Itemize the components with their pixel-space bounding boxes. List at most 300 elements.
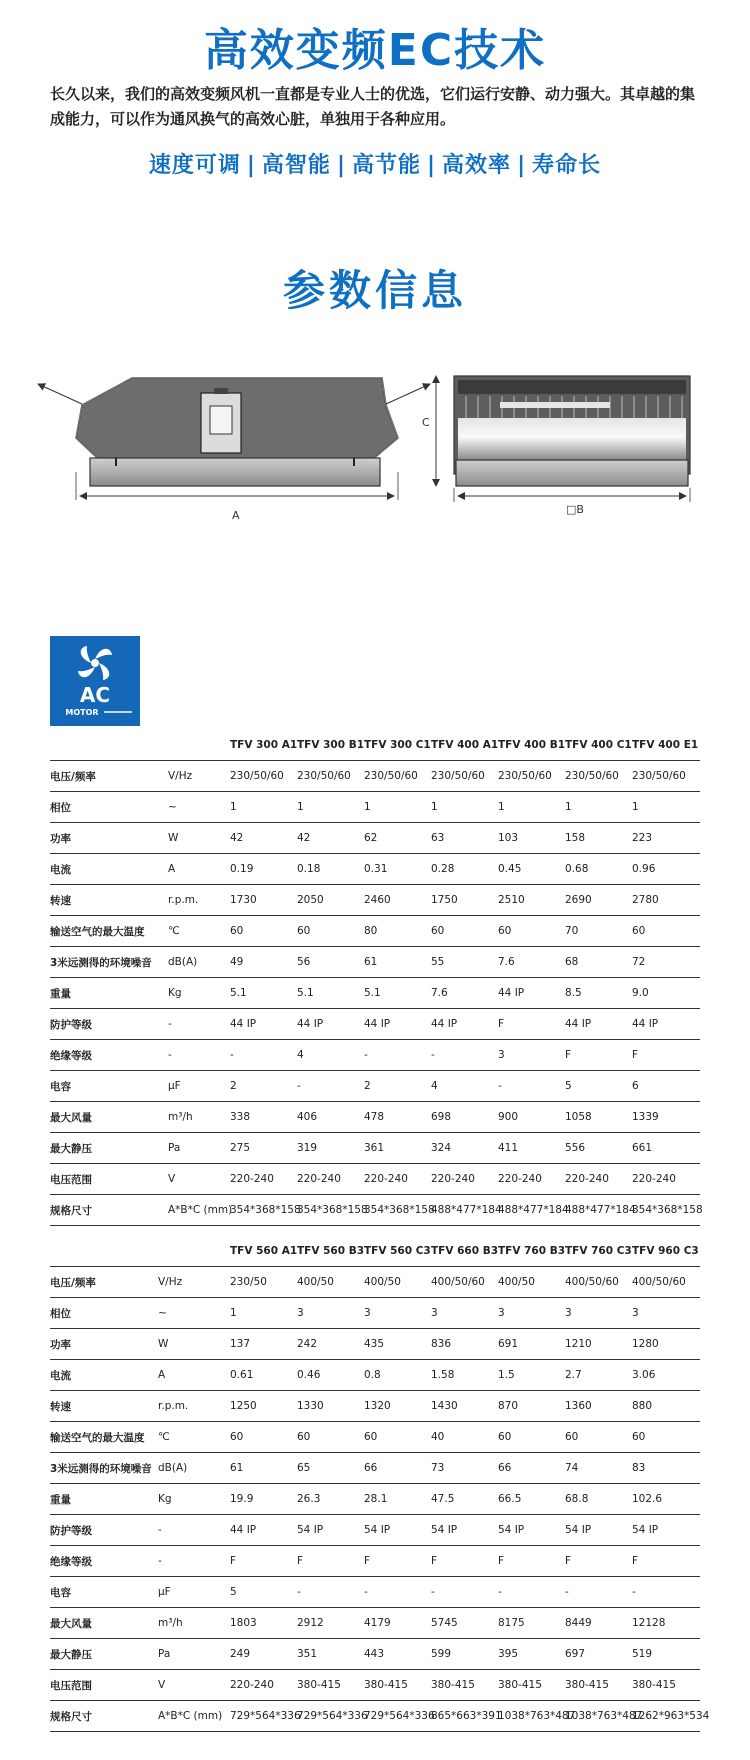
- value-cell: 66: [498, 1453, 565, 1484]
- param-name-cell: 3米远测得的环境噪音: [50, 947, 168, 978]
- value-cell: 411: [498, 1133, 565, 1164]
- table-row: [50, 761, 700, 792]
- value-cell: 5.1: [297, 978, 364, 1009]
- value-cell: 242: [297, 1329, 364, 1360]
- table-row: [50, 1608, 700, 1639]
- value-cell: F: [364, 1546, 431, 1577]
- value-cell: 60: [632, 916, 700, 947]
- param-name-cell: 功率: [50, 1329, 158, 1360]
- spec-table-2: [50, 1236, 710, 1732]
- param-name-cell: 转速: [50, 885, 168, 916]
- value-cell: 400/50: [297, 1267, 364, 1298]
- table-row: [50, 1453, 700, 1484]
- value-cell: 230/50/60: [565, 761, 632, 792]
- value-cell: 220-240: [565, 1164, 632, 1195]
- value-cell: 44 IP: [565, 1009, 632, 1040]
- unit-cell: W: [168, 823, 230, 854]
- value-cell: 900: [498, 1102, 565, 1133]
- value-cell: 2780: [632, 885, 700, 916]
- value-cell: 488*477*184: [565, 1195, 632, 1226]
- value-cell: 1: [364, 792, 431, 823]
- value-cell: 3: [498, 1298, 565, 1329]
- value-cell: 55: [431, 947, 498, 978]
- table-row: [50, 1422, 700, 1453]
- value-cell: 275: [230, 1133, 297, 1164]
- value-cell: 380-415: [498, 1670, 565, 1701]
- value-cell: 4: [431, 1071, 498, 1102]
- value-cell: 5: [565, 1071, 632, 1102]
- value-cell: 230/50/60: [498, 761, 565, 792]
- table-row: [50, 1546, 700, 1577]
- value-cell: 60: [498, 1422, 565, 1453]
- value-cell: 74: [565, 1453, 632, 1484]
- value-cell: 60: [297, 1422, 364, 1453]
- table-row: [50, 1102, 700, 1133]
- product-diagrams: [30, 376, 720, 546]
- value-cell: 865*663*391: [431, 1701, 498, 1732]
- value-cell: 102.6: [632, 1484, 700, 1515]
- model-column-header: TFV 400 B1: [498, 739, 565, 751]
- value-cell: 1210: [565, 1329, 632, 1360]
- value-cell: 2050: [297, 885, 364, 916]
- value-cell: F: [632, 1040, 700, 1071]
- value-cell: 1250: [230, 1391, 297, 1422]
- param-name-cell: 规格尺寸: [50, 1701, 158, 1732]
- value-cell: 5.1: [230, 978, 297, 1009]
- table-row: [50, 1329, 700, 1360]
- front-view-drawing: [436, 376, 690, 502]
- value-cell: 0.28: [431, 854, 498, 885]
- model-column-header: TFV 400 C1: [565, 739, 632, 751]
- table-row: [50, 1639, 700, 1670]
- value-cell: 729*564*336: [297, 1701, 364, 1732]
- value-cell: 1430: [431, 1391, 498, 1422]
- table-row: [50, 1484, 700, 1515]
- value-cell: 3: [297, 1298, 364, 1329]
- value-cell: 230/50/60: [364, 761, 431, 792]
- model-column-header: TFV 760 C3: [565, 1245, 632, 1257]
- value-cell: 42: [297, 823, 364, 854]
- value-cell: -: [498, 1071, 565, 1102]
- value-cell: 44 IP: [297, 1009, 364, 1040]
- value-cell: 400/50: [364, 1267, 431, 1298]
- value-cell: 1330: [297, 1391, 364, 1422]
- value-cell: 54 IP: [632, 1515, 700, 1546]
- value-cell: 68: [565, 947, 632, 978]
- value-cell: 1: [230, 1298, 297, 1329]
- table-row: [50, 1009, 700, 1040]
- value-cell: 2460: [364, 885, 431, 916]
- value-cell: 870: [498, 1391, 565, 1422]
- value-cell: 324: [431, 1133, 498, 1164]
- value-cell: 354*368*158: [297, 1195, 364, 1226]
- value-cell: 0.45: [498, 854, 565, 885]
- value-cell: 1: [498, 792, 565, 823]
- model-column-header: TFV 400 A1: [431, 739, 499, 751]
- table-header-row: [50, 730, 700, 761]
- value-cell: 54 IP: [297, 1515, 364, 1546]
- value-cell: 836: [431, 1329, 498, 1360]
- value-cell: 1.5: [498, 1360, 565, 1391]
- unit-cell: -: [168, 1009, 230, 1040]
- value-cell: 0.19: [230, 854, 297, 885]
- param-name-cell: 重量: [50, 978, 168, 1009]
- value-cell: 65: [297, 1453, 364, 1484]
- value-cell: 40: [431, 1422, 498, 1453]
- unit-cell: ℃: [158, 1422, 230, 1453]
- unit-cell: μF: [168, 1071, 230, 1102]
- intro-paragraph: 长久以来，我们的高效变频风机一直都是专业人士的优选，它们运行安静、动力强大。其卓越的集成能力，可以作为通风换气的高效心脏，单独用于各种应用。: [50, 85, 696, 128]
- value-cell: 380-415: [565, 1670, 632, 1701]
- unit-cell: Pa: [168, 1133, 230, 1164]
- param-name-cell: 相位: [50, 1298, 158, 1329]
- dimension-label-a: A: [232, 509, 240, 522]
- value-cell: 338: [230, 1102, 297, 1133]
- value-cell: 0.8: [364, 1360, 431, 1391]
- value-cell: -: [297, 1577, 364, 1608]
- value-cell: 0.61: [230, 1360, 297, 1391]
- model-column-header: TFV 960 C3: [632, 1245, 699, 1257]
- table-row: [50, 1195, 700, 1226]
- value-cell: 54 IP: [431, 1515, 498, 1546]
- unit-cell: m³/h: [168, 1102, 230, 1133]
- value-cell: 1038*763*487: [498, 1701, 565, 1732]
- feature-item: 高节能: [351, 153, 421, 178]
- value-cell: 1320: [364, 1391, 431, 1422]
- value-cell: 103: [498, 823, 565, 854]
- unit-cell: dB(A): [158, 1453, 230, 1484]
- value-cell: 1: [297, 792, 364, 823]
- value-cell: 7.6: [431, 978, 498, 1009]
- value-cell: 443: [364, 1639, 431, 1670]
- value-cell: 1750: [431, 885, 498, 916]
- value-cell: 1058: [565, 1102, 632, 1133]
- value-cell: 60: [230, 1422, 297, 1453]
- feature-separator: |: [246, 153, 256, 178]
- unit-cell: A*B*C (mm): [168, 1195, 230, 1226]
- value-cell: 435: [364, 1329, 431, 1360]
- value-cell: -: [364, 1040, 431, 1071]
- value-cell: 395: [498, 1639, 565, 1670]
- table-row: [50, 1071, 700, 1102]
- value-cell: -: [364, 1577, 431, 1608]
- value-cell: 44 IP: [498, 978, 565, 1009]
- value-cell: 66.5: [498, 1484, 565, 1515]
- value-cell: 1: [431, 792, 498, 823]
- value-cell: 8175: [498, 1608, 565, 1639]
- value-cell: 3: [431, 1298, 498, 1329]
- table-row: [50, 1164, 700, 1195]
- value-cell: 361: [364, 1133, 431, 1164]
- value-cell: 230/50/60: [632, 761, 700, 792]
- value-cell: 60: [431, 916, 498, 947]
- value-cell: 68.8: [565, 1484, 632, 1515]
- value-cell: 60: [230, 916, 297, 947]
- param-name-cell: 规格尺寸: [50, 1195, 168, 1226]
- value-cell: 49: [230, 947, 297, 978]
- model-column-header: TFV 300 B1: [297, 739, 364, 751]
- value-cell: 0.31: [364, 854, 431, 885]
- table-row: [50, 1267, 700, 1298]
- param-name-cell: 最大静压: [50, 1639, 158, 1670]
- feature-item: 寿命长: [532, 153, 602, 178]
- table-row: [50, 916, 700, 947]
- value-cell: F: [431, 1546, 498, 1577]
- value-cell: 1.58: [431, 1360, 498, 1391]
- value-cell: 2912: [297, 1608, 364, 1639]
- value-cell: 380-415: [431, 1670, 498, 1701]
- value-cell: F: [498, 1009, 565, 1040]
- value-cell: 42: [230, 823, 297, 854]
- value-cell: 488*477*184: [498, 1195, 565, 1226]
- value-cell: 220-240: [632, 1164, 700, 1195]
- value-cell: -: [297, 1071, 364, 1102]
- param-name-cell: 电容: [50, 1071, 168, 1102]
- value-cell: 63: [431, 823, 498, 854]
- model-column-header: TFV 560 C3: [364, 1245, 431, 1257]
- value-cell: 60: [632, 1422, 700, 1453]
- model-column-header: TFV 760 B3: [498, 1245, 565, 1257]
- table-row: [50, 1360, 700, 1391]
- value-cell: 599: [431, 1639, 498, 1670]
- value-cell: 44 IP: [230, 1009, 297, 1040]
- value-cell: -: [565, 1577, 632, 1608]
- value-cell: -: [431, 1577, 498, 1608]
- model-column-header: TFV 300 A1: [230, 739, 298, 751]
- value-cell: 2690: [565, 885, 632, 916]
- value-cell: 478: [364, 1102, 431, 1133]
- param-section-title: 参数信息: [282, 266, 467, 315]
- model-column-header: TFV 560 B3: [297, 1245, 364, 1257]
- value-cell: 44 IP: [364, 1009, 431, 1040]
- table-header-blank: [50, 730, 168, 761]
- value-cell: 488*477*184: [431, 1195, 498, 1226]
- value-cell: F: [297, 1546, 364, 1577]
- value-cell: 406: [297, 1102, 364, 1133]
- value-cell: 137: [230, 1329, 297, 1360]
- logo-text-ac: AC: [79, 683, 111, 707]
- value-cell: 60: [565, 1422, 632, 1453]
- unit-cell: μF: [158, 1577, 230, 1608]
- value-cell: 249: [230, 1639, 297, 1670]
- value-cell: F: [230, 1546, 297, 1577]
- param-name-cell: 最大风量: [50, 1608, 158, 1639]
- unit-cell: A: [168, 854, 230, 885]
- main-title: 高效变频EC技术: [203, 25, 547, 76]
- unit-cell: V/Hz: [158, 1267, 230, 1298]
- value-cell: 220-240: [431, 1164, 498, 1195]
- value-cell: 44 IP: [431, 1009, 498, 1040]
- value-cell: 7.6: [498, 947, 565, 978]
- value-cell: 230/50/60: [431, 761, 498, 792]
- value-cell: -: [632, 1577, 700, 1608]
- value-cell: 1262*963*534: [632, 1701, 700, 1732]
- value-cell: 1280: [632, 1329, 700, 1360]
- feature-item: 速度可调: [148, 153, 241, 178]
- value-cell: 880: [632, 1391, 700, 1422]
- value-cell: 3: [632, 1298, 700, 1329]
- unit-cell: ℃: [168, 916, 230, 947]
- value-cell: 61: [364, 947, 431, 978]
- feature-list: [0, 148, 750, 179]
- value-cell: 47.5: [431, 1484, 498, 1515]
- param-name-cell: 相位: [50, 792, 168, 823]
- value-cell: 4: [297, 1040, 364, 1071]
- param-name-cell: 电压范围: [50, 1164, 168, 1195]
- value-cell: 220-240: [297, 1164, 364, 1195]
- value-cell: 3: [498, 1040, 565, 1071]
- param-name-cell: 功率: [50, 823, 168, 854]
- unit-cell: dB(A): [168, 947, 230, 978]
- value-cell: 2: [230, 1071, 297, 1102]
- value-cell: -: [431, 1040, 498, 1071]
- value-cell: 54 IP: [565, 1515, 632, 1546]
- value-cell: 319: [297, 1133, 364, 1164]
- table-row: [50, 854, 700, 885]
- feature-separator: |: [336, 153, 346, 178]
- value-cell: 2.7: [565, 1360, 632, 1391]
- table-row: [50, 978, 700, 1009]
- model-column-header: TFV 660 B3: [431, 1245, 498, 1257]
- param-name-cell: 电流: [50, 1360, 158, 1391]
- table-row: [50, 1701, 700, 1732]
- model-column-header: TFV 560 A1: [230, 1245, 298, 1257]
- value-cell: 729*564*336: [364, 1701, 431, 1732]
- table-row: [50, 1040, 700, 1071]
- value-cell: 61: [230, 1453, 297, 1484]
- value-cell: 66: [364, 1453, 431, 1484]
- value-cell: 220-240: [230, 1670, 297, 1701]
- value-cell: 400/50/60: [565, 1267, 632, 1298]
- table-header-blank: [158, 1236, 230, 1267]
- param-name-cell: 输送空气的最大温度: [50, 1422, 158, 1453]
- param-name-cell: 输送空气的最大温度: [50, 916, 168, 947]
- value-cell: 56: [297, 947, 364, 978]
- feature-item: 高效率: [442, 153, 512, 178]
- table-header-blank: [168, 730, 230, 761]
- value-cell: 0.96: [632, 854, 700, 885]
- unit-cell: -: [158, 1546, 230, 1577]
- value-cell: 1803: [230, 1608, 297, 1639]
- value-cell: 223: [632, 823, 700, 854]
- value-cell: 230/50/60: [297, 761, 364, 792]
- value-cell: F: [565, 1040, 632, 1071]
- table-header-row: [50, 1236, 700, 1267]
- value-cell: 354*368*158: [632, 1195, 700, 1226]
- value-cell: 380-415: [364, 1670, 431, 1701]
- value-cell: 4179: [364, 1608, 431, 1639]
- unit-cell: V/Hz: [168, 761, 230, 792]
- param-name-cell: 防护等级: [50, 1009, 168, 1040]
- table-row: [50, 792, 700, 823]
- unit-cell: A*B*C (mm): [158, 1701, 230, 1732]
- param-name-cell: 电压范围: [50, 1670, 158, 1701]
- value-cell: -: [498, 1577, 565, 1608]
- value-cell: 661: [632, 1133, 700, 1164]
- model-column-header: TFV 400 E1: [632, 739, 699, 751]
- param-name-cell: 电流: [50, 854, 168, 885]
- param-name-cell: 绝缘等级: [50, 1546, 158, 1577]
- value-cell: 3: [565, 1298, 632, 1329]
- unit-cell: ~: [158, 1298, 230, 1329]
- value-cell: 60: [364, 1422, 431, 1453]
- table-row: [50, 1133, 700, 1164]
- param-name-cell: 最大静压: [50, 1133, 168, 1164]
- value-cell: 0.46: [297, 1360, 364, 1391]
- value-cell: F: [498, 1546, 565, 1577]
- value-cell: 73: [431, 1453, 498, 1484]
- dimension-label-b: □B: [566, 503, 584, 516]
- unit-cell: W: [158, 1329, 230, 1360]
- value-cell: 1730: [230, 885, 297, 916]
- spec-table-1: [50, 730, 703, 1226]
- value-cell: 2510: [498, 885, 565, 916]
- value-cell: 3.06: [632, 1360, 700, 1391]
- value-cell: 354*368*158: [364, 1195, 431, 1226]
- table-row: [50, 1577, 700, 1608]
- value-cell: 400/50: [498, 1267, 565, 1298]
- value-cell: 0.18: [297, 854, 364, 885]
- value-cell: 220-240: [230, 1164, 297, 1195]
- unit-cell: r.p.m.: [168, 885, 230, 916]
- value-cell: 400/50/60: [632, 1267, 700, 1298]
- table-row: [50, 1298, 700, 1329]
- value-cell: 83: [632, 1453, 700, 1484]
- table-header-blank: [50, 1236, 158, 1267]
- feature-separator: |: [427, 153, 437, 178]
- value-cell: 351: [297, 1639, 364, 1670]
- value-cell: 0.68: [565, 854, 632, 885]
- value-cell: 230/50: [230, 1267, 297, 1298]
- model-column-header: TFV 300 C1: [364, 739, 431, 751]
- value-cell: 26.3: [297, 1484, 364, 1515]
- unit-cell: Kg: [168, 978, 230, 1009]
- value-cell: 6: [632, 1071, 700, 1102]
- value-cell: 80: [364, 916, 431, 947]
- ac-motor-logo: [50, 636, 140, 726]
- value-cell: 1: [632, 792, 700, 823]
- param-name-cell: 电压/频率: [50, 761, 168, 792]
- param-name-cell: 转速: [50, 1391, 158, 1422]
- value-cell: 2: [364, 1071, 431, 1102]
- value-cell: 698: [431, 1102, 498, 1133]
- value-cell: 70: [565, 916, 632, 947]
- unit-cell: -: [168, 1040, 230, 1071]
- table-row: [50, 947, 700, 978]
- value-cell: 230/50/60: [230, 761, 297, 792]
- feature-item: 高智能: [261, 153, 331, 178]
- value-cell: 1: [565, 792, 632, 823]
- value-cell: 54 IP: [364, 1515, 431, 1546]
- dimension-label-c: C: [422, 416, 430, 429]
- value-cell: 220-240: [498, 1164, 565, 1195]
- value-cell: 697: [565, 1639, 632, 1670]
- value-cell: -: [230, 1040, 297, 1071]
- value-cell: 5: [230, 1577, 297, 1608]
- value-cell: 9.0: [632, 978, 700, 1009]
- value-cell: 44 IP: [230, 1515, 297, 1546]
- unit-cell: -: [158, 1515, 230, 1546]
- table-row: [50, 1515, 700, 1546]
- param-name-cell: 电压/频率: [50, 1267, 158, 1298]
- value-cell: 28.1: [364, 1484, 431, 1515]
- value-cell: 158: [565, 823, 632, 854]
- value-cell: 19.9: [230, 1484, 297, 1515]
- unit-cell: Pa: [158, 1639, 230, 1670]
- value-cell: 1339: [632, 1102, 700, 1133]
- value-cell: F: [565, 1546, 632, 1577]
- value-cell: 1038*763*487: [565, 1701, 632, 1732]
